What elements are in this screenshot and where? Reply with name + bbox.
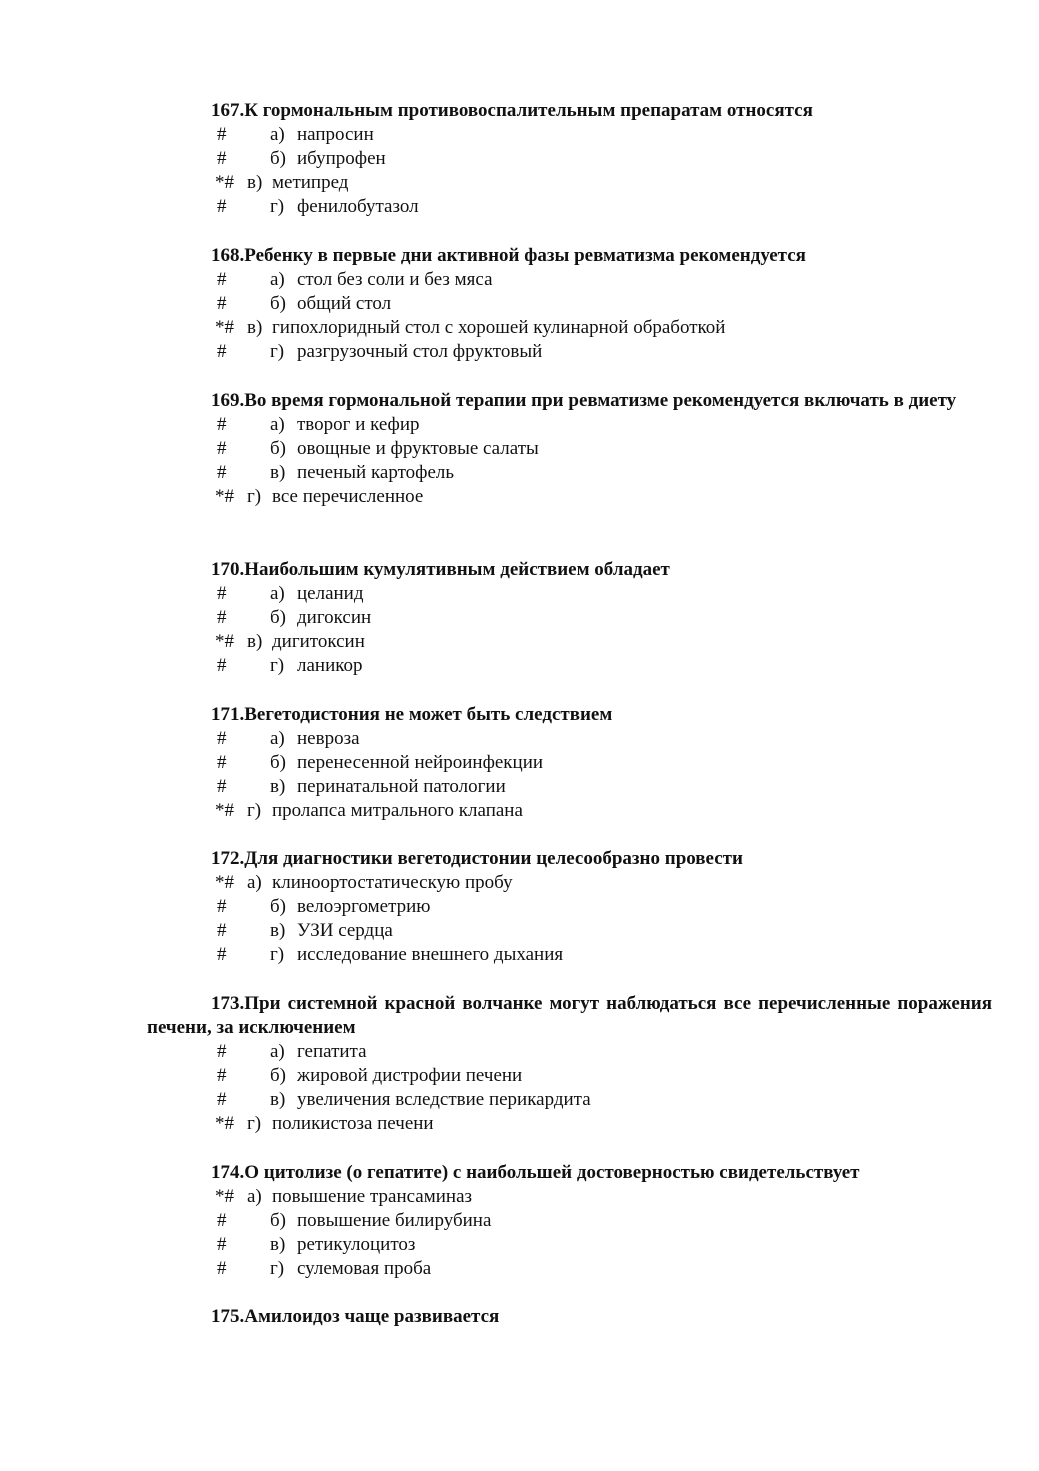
- option-text: поликистоза печени: [272, 1113, 434, 1134]
- question-title: 167.К гормональным противовоспалительным препаратам относятся: [211, 100, 813, 121]
- option-marker: #: [217, 920, 227, 941]
- option-marker: *#: [215, 1113, 234, 1134]
- option-letter: б): [270, 1065, 286, 1086]
- option-text: перинатальной патологии: [297, 776, 506, 797]
- answer-option: [147, 340, 992, 364]
- option-marker: #: [217, 752, 227, 773]
- question-168: [147, 244, 992, 364]
- question-title: 172.Для диагностики вегетодистонии целесообразно провести: [211, 848, 743, 869]
- answer-option: [147, 943, 992, 967]
- question-title: 169.Во время гормональной терапии при ревматизме рекомендуется включать в диету: [211, 390, 957, 411]
- answer-option: [147, 1209, 992, 1233]
- answer-option: [147, 751, 992, 775]
- option-letter: в): [270, 1089, 286, 1110]
- option-text: увеличения вследствие перикардита: [297, 1089, 591, 1110]
- answer-option: [147, 268, 992, 292]
- option-text: печеный картофель: [297, 462, 455, 483]
- option-letter: б): [270, 607, 286, 628]
- answer-option-correct: [147, 485, 992, 509]
- answer-option: [147, 1088, 992, 1112]
- option-text: творог и кефир: [297, 414, 420, 435]
- option-letter: в): [247, 172, 263, 193]
- option-text: все перечисленное: [272, 486, 424, 507]
- option-letter: г): [247, 1113, 262, 1134]
- answer-option: [147, 919, 992, 943]
- option-letter: в): [270, 776, 286, 797]
- answer-option: [147, 1040, 992, 1064]
- option-letter: б): [270, 896, 286, 917]
- question-title: 174.О цитолизе (о гепатите) с наибольшей достоверностью свидетельствует: [211, 1162, 860, 1183]
- option-text: ибупрофен: [297, 148, 386, 169]
- option-text: сулемовая проба: [297, 1258, 432, 1279]
- option-text: гепатита: [297, 1041, 367, 1062]
- option-letter: а): [270, 414, 285, 435]
- question-169: [147, 389, 992, 509]
- option-marker: *#: [215, 172, 234, 193]
- option-text: разгрузочный стол фруктовый: [297, 341, 543, 362]
- option-marker: #: [217, 607, 227, 628]
- option-marker: *#: [215, 800, 234, 821]
- answer-option: [147, 775, 992, 799]
- option-text: УЗИ сердца: [297, 920, 393, 941]
- question-175: [147, 1305, 992, 1329]
- question-title: 175.Амилоидоз чаще развивается: [211, 1306, 500, 1327]
- question-title: 170.Наибольшим кумулятивным действием обладает: [211, 559, 670, 580]
- answer-option-correct: [147, 316, 992, 340]
- option-text: метипред: [272, 172, 349, 193]
- option-letter: г): [270, 944, 285, 965]
- option-marker: *#: [215, 631, 234, 652]
- option-marker: *#: [215, 1186, 234, 1207]
- option-letter: а): [270, 1041, 285, 1062]
- option-marker: #: [217, 944, 227, 965]
- option-letter: в): [247, 317, 263, 338]
- question-171: [147, 703, 992, 823]
- option-marker: #: [217, 1258, 227, 1279]
- answer-option: [147, 727, 992, 751]
- option-letter: б): [270, 148, 286, 169]
- option-text: дигоксин: [297, 607, 372, 628]
- option-marker: #: [217, 1041, 227, 1062]
- option-marker: #: [217, 1234, 227, 1255]
- answer-option: [147, 413, 992, 437]
- option-marker: #: [217, 438, 227, 459]
- option-letter: б): [270, 438, 286, 459]
- option-letter: а): [270, 269, 285, 290]
- question-170: [147, 558, 992, 678]
- option-marker: #: [217, 124, 227, 145]
- option-marker: #: [217, 1065, 227, 1086]
- option-marker: #: [217, 148, 227, 169]
- answer-option-correct: [147, 1185, 992, 1209]
- option-text: целанид: [297, 583, 364, 604]
- question-title: 173.При системной красной волчанке могут наблюдаться все перечисленные поражения печени, за исключением: [147, 993, 992, 1038]
- option-text: повышение трансаминаз: [272, 1186, 473, 1207]
- option-letter: а): [270, 728, 285, 749]
- option-letter: а): [270, 124, 285, 145]
- option-letter: в): [270, 920, 286, 941]
- option-text: овощные и фруктовые салаты: [297, 438, 539, 459]
- option-marker: #: [217, 655, 227, 676]
- option-marker: #: [217, 462, 227, 483]
- option-text: фенилобутазол: [297, 196, 419, 217]
- answer-option: [147, 582, 992, 606]
- option-marker: #: [217, 1210, 227, 1231]
- answer-option: [147, 654, 992, 678]
- question-173: [147, 992, 992, 1136]
- option-marker: #: [217, 269, 227, 290]
- option-text: клиноортостатическую пробу: [272, 872, 513, 893]
- option-text: жировой дистрофии печени: [297, 1065, 523, 1086]
- option-text: повышение билирубина: [297, 1210, 492, 1231]
- option-letter: а): [247, 872, 262, 893]
- question-title: 168.Ребенку в первые дни активной фазы ревматизма рекомендуется: [211, 245, 806, 266]
- option-letter: б): [270, 752, 286, 773]
- option-marker: #: [217, 196, 227, 217]
- answer-option: [147, 1064, 992, 1088]
- option-letter: г): [270, 196, 285, 217]
- answer-option: [147, 895, 992, 919]
- option-text: гипохлоридный стол с хорошей кулинарной обработкой: [272, 317, 726, 338]
- option-text: общий стол: [297, 293, 392, 314]
- answer-option: [147, 437, 992, 461]
- option-letter: г): [247, 800, 262, 821]
- question-174: [147, 1161, 992, 1281]
- option-letter: г): [270, 341, 285, 362]
- option-letter: б): [270, 1210, 286, 1231]
- option-marker: #: [217, 1089, 227, 1110]
- option-marker: #: [217, 341, 227, 362]
- answer-option: [147, 606, 992, 630]
- answer-option-correct: [147, 1112, 992, 1136]
- answer-option: [147, 1233, 992, 1257]
- question-167: [147, 99, 992, 219]
- option-text: дигитоксин: [272, 631, 365, 652]
- option-letter: в): [270, 462, 286, 483]
- option-marker: #: [217, 414, 227, 435]
- question-172: [147, 847, 992, 967]
- option-marker: #: [217, 776, 227, 797]
- answer-option: [147, 461, 992, 485]
- option-marker: *#: [215, 486, 234, 507]
- question-title: 171.Вегетодистония не может быть следствием: [211, 704, 613, 725]
- option-letter: а): [247, 1186, 262, 1207]
- option-marker: #: [217, 583, 227, 604]
- option-marker: #: [217, 293, 227, 314]
- option-letter: в): [270, 1234, 286, 1255]
- answer-option: [147, 1257, 992, 1281]
- option-text: невроза: [297, 728, 360, 749]
- option-letter: г): [270, 1258, 285, 1279]
- option-letter: а): [270, 583, 285, 604]
- option-letter: в): [247, 631, 263, 652]
- option-text: перенесенной нейроинфекции: [297, 752, 544, 773]
- option-letter: б): [270, 293, 286, 314]
- answer-option-correct: [147, 799, 992, 823]
- option-text: велоэргометрию: [297, 896, 431, 917]
- answer-option-correct: [147, 871, 992, 895]
- answer-option: [147, 292, 992, 316]
- answer-option: [147, 123, 992, 147]
- answer-option: [147, 147, 992, 171]
- option-text: ретикулоцитоз: [297, 1234, 416, 1255]
- answer-option-correct: [147, 630, 992, 654]
- option-letter: г): [247, 486, 262, 507]
- option-letter: г): [270, 655, 285, 676]
- answer-option-correct: [147, 171, 992, 195]
- option-marker: *#: [215, 317, 234, 338]
- option-marker: *#: [215, 872, 234, 893]
- option-text: исследование внешнего дыхания: [297, 944, 564, 965]
- option-marker: #: [217, 728, 227, 749]
- option-text: пролапса митрального клапана: [272, 800, 523, 821]
- answer-option: [147, 195, 992, 219]
- option-text: стол без соли и без мяса: [297, 269, 493, 290]
- option-text: ланикор: [297, 655, 363, 676]
- option-marker: #: [217, 896, 227, 917]
- option-text: напросин: [297, 124, 374, 145]
